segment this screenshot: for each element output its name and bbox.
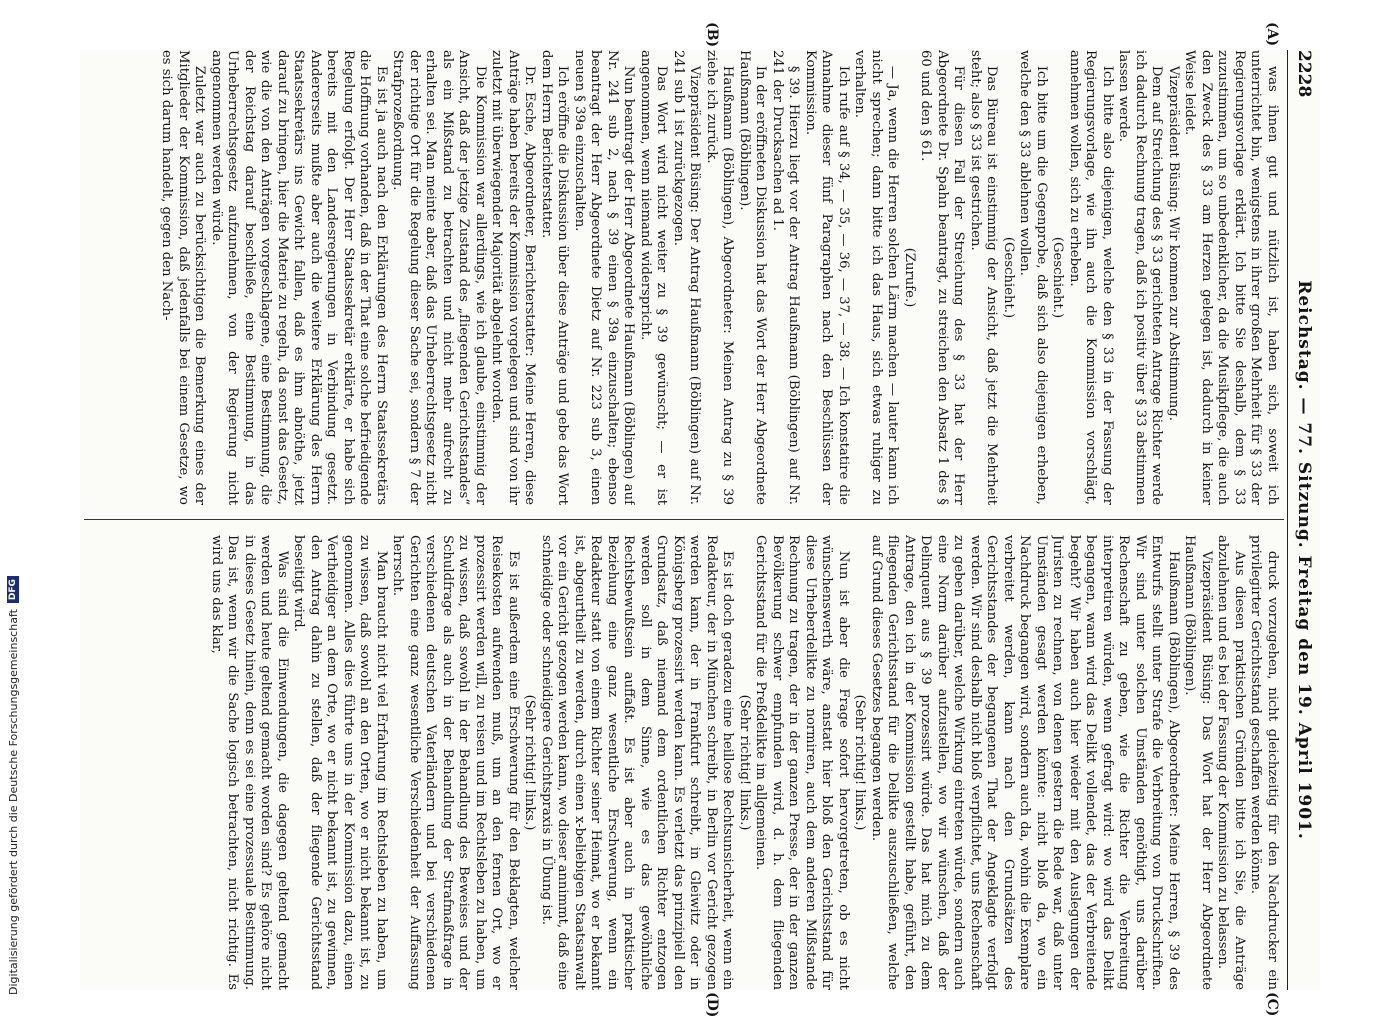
paragraph: (Zurufe.) (902, 247, 917, 308)
credit-text: Digitalisierung gefördert durch die Deutsche Forschungsgemeinschaft (6, 609, 20, 995)
running-title: Reichstag. — 77. Sitzung. Freitag den 19. April 1901. (1294, 280, 1314, 840)
left-column (90, 50, 1280, 505)
dfg-logo: DFG (7, 576, 19, 603)
paragraph: Ich rufe auf § 34, — 35, — 36, — 37, — 38. — Ich konstatire die Annahme dieser fünf Paragraphen nach den Beschlüssen der Kommission. (803, 50, 851, 505)
paragraph: Vizepräsident Büsing: Wir kommen zur Abstimmung. (1166, 65, 1181, 421)
margin-marker-a: (A) (1264, 22, 1280, 47)
paragraph: Es ist doch geradezu eine heillose Rechtsunsicherheit, wenn ein Redakteur, der in München schreibt, in Berlin vor Gericht gezogen werden kann, der in Frankfurt schreibt, in Gleiwitz oder in Königsberg prozessirt werden kann. Es verletzt das prinzipiell den Grundsatz, daß niemand dem ordentlichen Richter entzogen werden soll in dem Sinne, wie es das gewöhnliche Rechtsbewußtsein auffaßt. Es ist aber auch in praktischer Beziehung eine ganz wesentliche Erschwerung, wenn ein Redakteur statt von einem Richter seiner Heimat, wo er bekannt ist, abgeurtheilt zu werden, durch einen x-beliebigen Staatsanwalt vor ein Gericht gezogen werden kann, wo dieser annimmt, daß eine schneidige oder schneidigere Gerichtspraxis in Übung ist. (539, 535, 736, 990)
paragraph: In der eröffneten Diskussion hat das Wort der Herr Abgeordnete Haußmann (Böblingen). (737, 50, 769, 505)
digitization-credit (4, 0, 22, 995)
rotated-document-sheet (80, 22, 1320, 1017)
paragraph: Es ist ja auch nach den Erklärungen des Herrn Staatssekretärs die Hoffnung vorhanden, daß in der That eine solche befriedigende Regelung erfolgt. Der Herr Staatssekretär erklärte, er habe sich bereits mit den Landesregierungen in Verbindung gesetzt. Andererseits mußte aber auch die weitere Erklärung des Herrn Staatssekretärs ins Gewicht fallen, daß es ihm abnöthe, jetzt darauf zu bringen, hier die Materie zu regeln, da sonst das Gesetz, wie die von den Anträgen vorgeschlagene, eine Bestimmung, die der Reichstag darauf beschließe, eine Bestimmung, in das Urheberrechtsgesetz aufzunehmen, von der Regierung nicht angenommen werden würde. (209, 50, 389, 505)
paragraph: Haußmann (Böblingen), Abgeordneter: Meine Herren, § 39 des Entwurfs stellt unter Strafe die Verbreitung von Druckschriften. Wir sind unter solchen Umständen genöthigt, uns darüber Rechenschaft zu geben, wie die Richter die Verbreitung interpretiren würden, wenn gefragt wird: wo wird das Delikt begangen, wann wird das Delikt vollendet, das der Verbreitende begeht? Wir haben auch hier wieder mit den Auslegungen der Juristen zu rechnen, von denen gestern die Rede war, daß unter Umständen gesagt werden könnte: nicht bloß da, wo ein Nachdruck begangen wird, sondern auch da, wohin die Exemplare verbreitet werden, kann nach den Grundsätzen des Gerichtsstandes der begangenen That der Angeklagte verfolgt werden. Wir sind deshalb nicht bloß verpflichtet, uns Rechenschaft zu geben darüber, welche Wirkung eintreten würde, sondern auch eine Norm darüber aufzustellen, wo wir wünschen, daß der Delinquent aus § 39 prozessirt würde. Das hat mich zu dem Antrage, den ich in der Kommission gestellt habe, geführt, den fliegenden Gerichtsstand für die Delikte auszuschließen, welche auf Grund dieses Gesetzes begangen werden. (869, 535, 1181, 990)
margin-marker-c: (C) (1264, 992, 1280, 1017)
paragraph: Was sind die Einwendungen, die dagegen geltend gemacht werden und heute geltend gemacht worden sind? Es gehöre nicht in dieses Gesetz hinein, denn es sei eine prozessuale Bestimmung. Das ist, wenn wir die Sache logisch betrachten, nicht richtig. Es wird uns das klar, (209, 535, 290, 990)
paragraph: Haußmann (Böblingen), Abgeordneter: Meinen Antrag zu § 39 ziehe ich zurück. (704, 50, 736, 505)
paragraph: druck vorzugehen, nicht gleichzeitig für den Nachdrucker ein privilegirter Gerichtsstand geschaffen werden könne. (1248, 535, 1280, 990)
right-column (90, 535, 1280, 990)
paragraph: (Sehr richtig! links.) (522, 694, 538, 831)
paragraph: was ihnen gut und nützlich ist, haben sich, soweit ich unterrichtet bin, wenigstens in ihrer großen Mehrheit für § 33 der Regierungsvorlage erklärt. Ich bitte Sie deshalb, dem § 33 zuzustimmen, um so unbedenklicher, da die Musikpflege, die auch den Zweck des § 33 am Herzen gelegen ist, dadurch in keiner Weise leidet. (1182, 50, 1280, 505)
page-number: 2228 (1294, 50, 1314, 98)
paragraph: — Ja, wenn die Herren solchen Lärm machen — lauter kann ich nicht sprechen; dann bitte ich das Haus, sich etwas ruhiger zu verhalten. (852, 50, 901, 505)
paragraph: Nun ist aber die Frage sofort hervorgetreten, ob es nicht wünschenswerth wäre, anstatt hier bloß den Gerichtsstand für diese Urheberdelikte zu normiren, auch dem anderen Mißstande Rechnung zu tragen, der in der ganzen Presse, der in der ganzen Bevölkerung schwer empfunden wird, d. h. dem fliegenden Gerichtsstand für die Preßdelikte im allgemeinen. (753, 535, 851, 990)
margin-marker-b: (B) (704, 22, 720, 48)
page-header (1287, 50, 1320, 990)
paragraph: (Sehr richtig! links.) (737, 694, 752, 831)
paragraph: Dr. Esche, Abgeordneter, Berichterstatter: Meine Herren, diese Anträge haben bereits der Kommission vorgelegen und sind von ihr zuletzt mit überwiegender Majorität abgelehnt worden. (489, 50, 538, 505)
paragraph: § 39. Hierzu liegt vor der Antrag Haußmann (Böblingen) auf Nr. 241 der Drucksachen ad 1. (770, 50, 802, 505)
paragraph: Vizepräsident Büsing: Das Wort hat der Herr Abgeordnete Haußmann (Böblingen). (1182, 535, 1214, 990)
margin-marker-d: (D) (704, 992, 720, 1017)
paragraph: Nun beantragt der Herr Abgeordnete Haußmann (Böblingen) auf Nr. 241 sub 2, nach § 39 einen § 39a einzuschalten; ebenso beantragt der Herr Abgeordnete Dietz auf Nr. 223 sub 3, einen neuen § 39a einzuschalten. (572, 50, 637, 505)
paragraph: Ich bitte um die Gegenprobe, daß sich also diejenigen erheben, welche den § 33 ablehnen wollen. (1017, 50, 1049, 505)
paragraph: Die Kommission war allerdings, wie ich glaube, einstimmig der Ansicht, daß der jetzige Zustand des „fliegenden Gerichtsstandes“ als ein Mißstand zu betrachten und nicht mehr aufrecht zu erhalten sei. Man meinte aber, daß das Urheberrechtsgesetz nicht der richtige Ort für die Regelung dieser Sache sei, sondern § 7 der Strafprozeßordnung. (390, 50, 488, 505)
column-divider (84, 519, 1284, 520)
paragraph: Zuletzt war auch zu berücksichtigen die Bemerkung eines der Mitglieder der Kommission, daß jedenfalls bei einem Gesetze, wo es sich darum handelt, gegen den Nach- (159, 50, 208, 505)
paragraph: Es ist außerdem eine Erschwerung für den Beklagten, welcher Reisekosten aufwenden muß, um an den fernen Ort, wo er prozessirt werden will, zu reisen und im Rechtsleben zu haben, um zu wissen, daß sowohl in der Behandlung des Beweises und der Schuldfrage als auch in der Behandlung der Strafmaßfrage in verschiedenen deutschen Vaterländern und bei verschiedenen Gerichten eine ganz wesentliche Verschiedenheit der Auffassung herrscht. (390, 535, 521, 990)
paragraph: Das Büreau ist einstimmig der Ansicht, daß jetzt die Mehrheit steht; also § 33 ist gestrichen. (968, 50, 1000, 505)
paragraph: (Geschieht.) (1050, 236, 1066, 319)
paragraph: Ich bitte also diejenigen, welche den § 33 in der Fassung der Regierungsvorlage, wie ihn auch die Kommission vorschlägt, annehmen wollen, sich zu erheben. (1067, 50, 1115, 505)
paragraph: Aus diesen praktischen Gründen bitte ich Sie, die Anträge abzulehnen und es bei der Fassung der Kommission zu belassen. (1215, 535, 1247, 990)
paragraph: Dem auf Streichung des § 33 gerichteten Antrage Richter werde ich dadurch Rechnung tragen, daß ich positiv über § 33 abstimmen lassen werde. (1116, 50, 1165, 505)
paragraph: (Geschieht.) (1001, 236, 1016, 319)
paragraph: Das Wort wird nicht weiter zu § 39 gewünscht; — er ist angenommen, wenn niemand widerspricht. (638, 50, 670, 505)
paragraph: Ich eröffne die Diskussion über diese Anträge und gebe das Wort dem Herrn Berichterstatter. (539, 50, 571, 505)
paragraph: Vizepräsident Büsing: Der Antrag Haußmann (Böblingen) auf Nr. 241 sub 1 ist zurückgezogen. (671, 50, 703, 505)
paragraph: Für diesen Fall der Streichung des § 33 hat der Herr Abgeordnete Dr. Spahn beantragt, zu streichen den Absatz 1 des § 60 und den § 61. (918, 50, 967, 505)
paragraph: (Sehr richtig! links.) (852, 694, 868, 831)
paragraph: Man braucht nicht viel Erfahrung im Rechtsleben zu haben, um zu wissen, daß sowohl an den Orten, wo er nicht bekannt ist, zu genommen. Alles dies führte uns in der Kommission dazu, einen Vertheidiger an dem Orte, wo er nicht bekannt ist, zu gewinnen, den Antrag dahin zu stellen, daß der fliegende Gerichtsstand beseitigt wird. (291, 535, 389, 990)
